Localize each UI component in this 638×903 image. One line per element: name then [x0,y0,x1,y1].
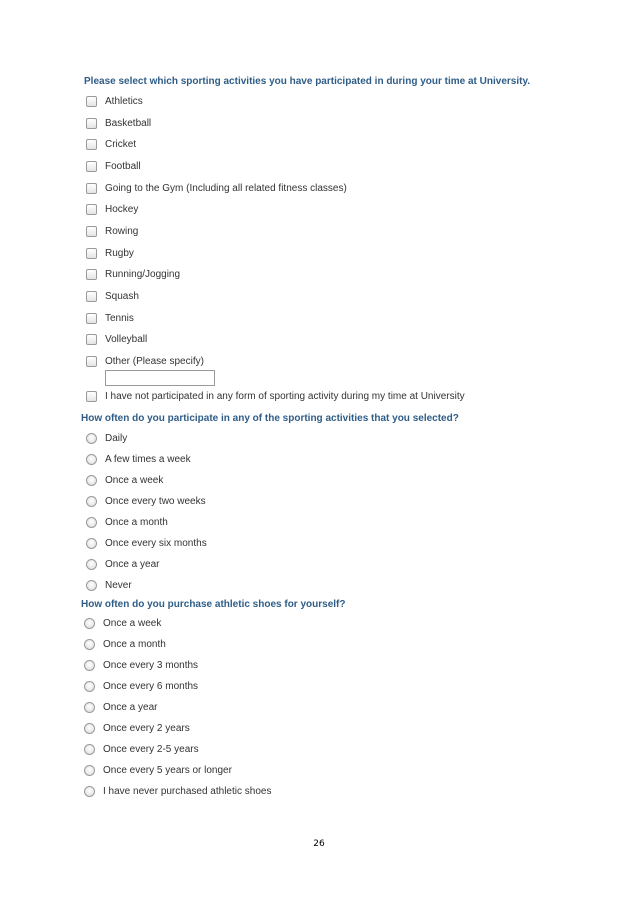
radio-option-shoes-2-years[interactable] [84,720,190,736]
checkbox-option-other[interactable] [86,353,204,369]
option-label: Once every six months [105,537,207,549]
option-label: Football [105,160,141,172]
radio-button[interactable] [84,765,95,776]
option-label: Once a week [105,474,164,486]
radio-button[interactable] [84,702,95,713]
radio-button[interactable] [84,723,95,734]
checkbox[interactable] [86,204,97,215]
radio-option-once-week[interactable] [86,472,163,488]
radio-option-once-month[interactable] [86,514,168,530]
checkbox-option-tennis[interactable] [86,310,134,326]
checkbox[interactable] [86,291,97,302]
radio-button[interactable] [86,580,97,591]
checkbox[interactable] [86,334,97,345]
question-title-sports: Please select which sporting activities you have participated in during your time at University. [84,76,531,87]
radio-button[interactable] [84,660,95,671]
checkbox-option-running[interactable] [86,266,180,282]
option-label: Volleyball [105,333,148,345]
radio-option-shoes-week[interactable] [84,615,161,631]
option-label: Tennis [105,312,134,324]
option-label: Once a month [103,638,166,650]
checkbox-option-gym[interactable] [86,180,347,196]
radio-option-shoes-3-months[interactable] [84,657,198,673]
checkbox[interactable] [86,183,97,194]
radio-button[interactable] [86,538,97,549]
checkbox[interactable] [86,391,97,402]
checkbox-option-cricket[interactable] [86,136,136,152]
option-label: Once a month [105,516,168,528]
option-label: Once a year [105,558,160,570]
option-label: A few times a week [105,453,191,465]
page-number: 26 [313,839,325,849]
checkbox[interactable] [86,248,97,259]
option-label: Going to the Gym (Including all related fitness classes) [105,182,347,194]
option-label: Once every 5 years or longer [103,764,232,776]
option-label: Hockey [105,203,139,215]
radio-option-shoes-never[interactable] [84,783,271,799]
checkbox-option-volleyball[interactable] [86,331,147,347]
checkbox-option-rowing[interactable] [86,223,138,239]
option-label: Once every 6 months [103,680,199,692]
radio-option-once-year[interactable] [86,556,159,572]
radio-button[interactable] [84,786,95,797]
checkbox[interactable] [86,161,97,172]
checkbox[interactable] [86,96,97,107]
radio-button[interactable] [86,433,97,444]
option-label: Rowing [105,225,139,237]
radio-button[interactable] [86,496,97,507]
radio-option-never[interactable] [86,577,132,593]
option-label: Once every 3 months [103,659,199,671]
other-specify-input[interactable] [105,370,215,386]
radio-option-shoes-month[interactable] [84,636,166,652]
option-label: Rugby [105,247,134,259]
radio-button[interactable] [84,744,95,755]
option-label: Basketball [105,117,152,129]
checkbox-option-hockey[interactable] [86,201,138,217]
checkbox-option-football[interactable] [86,158,141,174]
option-label: Other (Please specify) [105,355,204,367]
radio-button[interactable] [86,517,97,528]
option-label: Never [105,579,132,591]
option-label: I have never purchased athletic shoes [103,785,272,797]
checkbox[interactable] [86,118,97,129]
option-label: Running/Jogging [105,268,181,280]
radio-button[interactable] [84,639,95,650]
checkbox[interactable] [86,269,97,280]
option-label: Once every 2-5 years [103,743,199,755]
option-label: Once a week [103,617,162,629]
checkbox[interactable] [86,356,97,367]
checkbox-option-none[interactable] [86,388,465,404]
radio-option-few-times-week[interactable] [86,451,191,467]
radio-option-shoes-5-years[interactable] [84,762,232,778]
option-label: Once every two weeks [105,495,206,507]
checkbox[interactable] [86,313,97,324]
radio-button[interactable] [86,559,97,570]
option-label: Cricket [105,138,137,150]
checkbox-option-athletics[interactable] [86,93,143,109]
radio-option-daily[interactable] [86,430,127,446]
checkbox-option-squash[interactable] [86,288,139,304]
radio-button[interactable] [84,681,95,692]
question-title-frequency: How often do you participate in any of the sporting activities that you selected? [81,413,459,424]
option-label: I have not participated in any form of sporting activity during my time at University [105,390,465,402]
radio-option-shoes-2-5-years[interactable] [84,741,199,757]
option-label: Squash [105,290,139,302]
radio-button[interactable] [86,454,97,465]
option-label: Once every 2 years [103,722,190,734]
radio-option-shoes-6-months[interactable] [84,678,198,694]
option-label: Once a year [103,701,158,713]
option-label: Athletics [105,95,143,107]
checkbox[interactable] [86,226,97,237]
checkbox[interactable] [86,139,97,150]
radio-button[interactable] [84,618,95,629]
option-label: Daily [105,432,128,444]
checkbox-option-basketball[interactable] [86,115,151,131]
question-title-shoes: How often do you purchase athletic shoes for yourself? [81,599,346,610]
checkbox-option-rugby[interactable] [86,245,134,261]
radio-option-shoes-year[interactable] [84,699,157,715]
radio-option-six-months[interactable] [86,535,207,551]
radio-option-two-weeks[interactable] [86,493,206,509]
radio-button[interactable] [86,475,97,486]
